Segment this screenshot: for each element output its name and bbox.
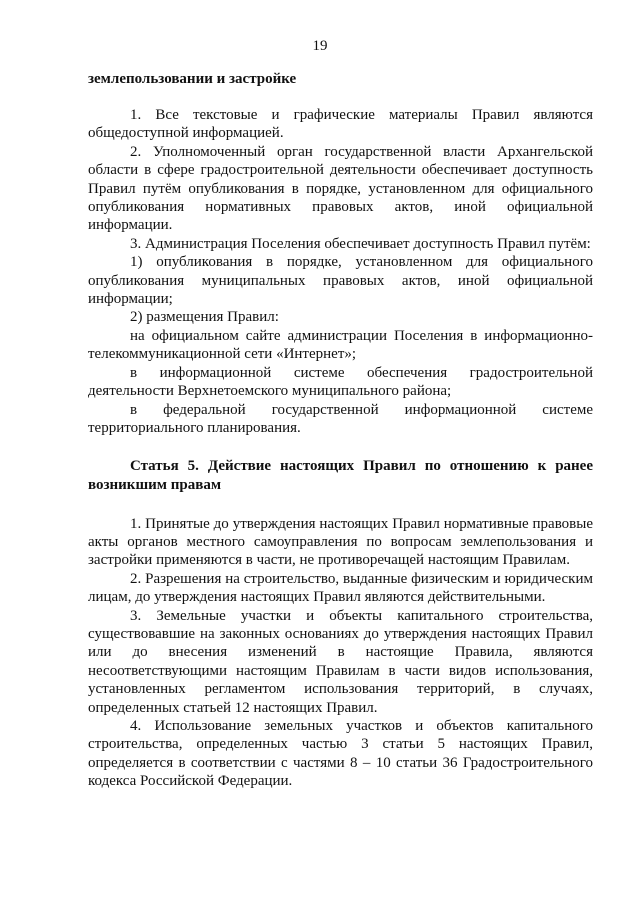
paragraph: 1. Принятые до утверждения настоящих Правил нормативные правовые акты органов местного самоуправления по вопросам землепользования и застройки применяются в части, не противоречащей настоящим Правилам.: [88, 515, 593, 569]
page-content: [88, 70, 593, 791]
paragraph: 2. Уполномоченный орган государственной власти Архангельской области в сфере градостроительной деятельности обеспечивает доступность Правил путём опубликования в порядке, установленном для официального опубликования нормативных правовых актов, иной официальной информации.: [88, 143, 593, 234]
paragraph: 1) опубликования в порядке, установленном для официального опубликования муниципальных правовых актов, иной официальной информации;: [88, 254, 593, 308]
paragraph: 4. Использование земельных участков и объектов капитального строительства, определенных частью 3 статьи 5 настоящих Правил, определяется в соответствии с частями 8 – 10 статьи 36 Градостроительного кодекса Российской Федерации.: [88, 717, 593, 790]
paragraph: 2) размещения Правил:: [130, 309, 279, 326]
page-number: 19: [312, 38, 328, 54]
paragraph: в федеральной государственной информационной системе территориального планирования.: [88, 401, 593, 436]
article-heading: Статья 5. Действие настоящих Правил по отношению к ранее возникшим правам: [88, 458, 593, 493]
paragraph: 3. Администрация Поселения обеспечивает доступность Правил путём:: [130, 235, 591, 252]
paragraph: на официальном сайте администрации Поселения в информационно-телекоммуникационной сети «Интернет»;: [88, 327, 593, 363]
section-heading-continuation: землепользовании и застройке: [88, 71, 297, 87]
paragraph: 3. Земельные участки и объекты капитального строительства, существовавшие на законных основаниях до утверждения настоящих Правил или до внесения изменений в настоящие Правила, являются несоответствующими настоящим Правилам в части видов использования, установленных регламентом использования территорий, в случаях, определенных статьей 12 настоящих Правил.: [88, 607, 593, 716]
paragraph: в информационной системе обеспечения градостроительной деятельности Верхнетоемского муниципального района;: [88, 364, 593, 400]
paragraph: 1. Все текстовые и графические материалы Правил являются общедоступной информацией.: [88, 107, 593, 142]
paragraph: 2. Разрешения на строительство, выданные физическим и юридическим лицам, до утверждения настоящих Правил являются действительными.: [88, 570, 593, 606]
